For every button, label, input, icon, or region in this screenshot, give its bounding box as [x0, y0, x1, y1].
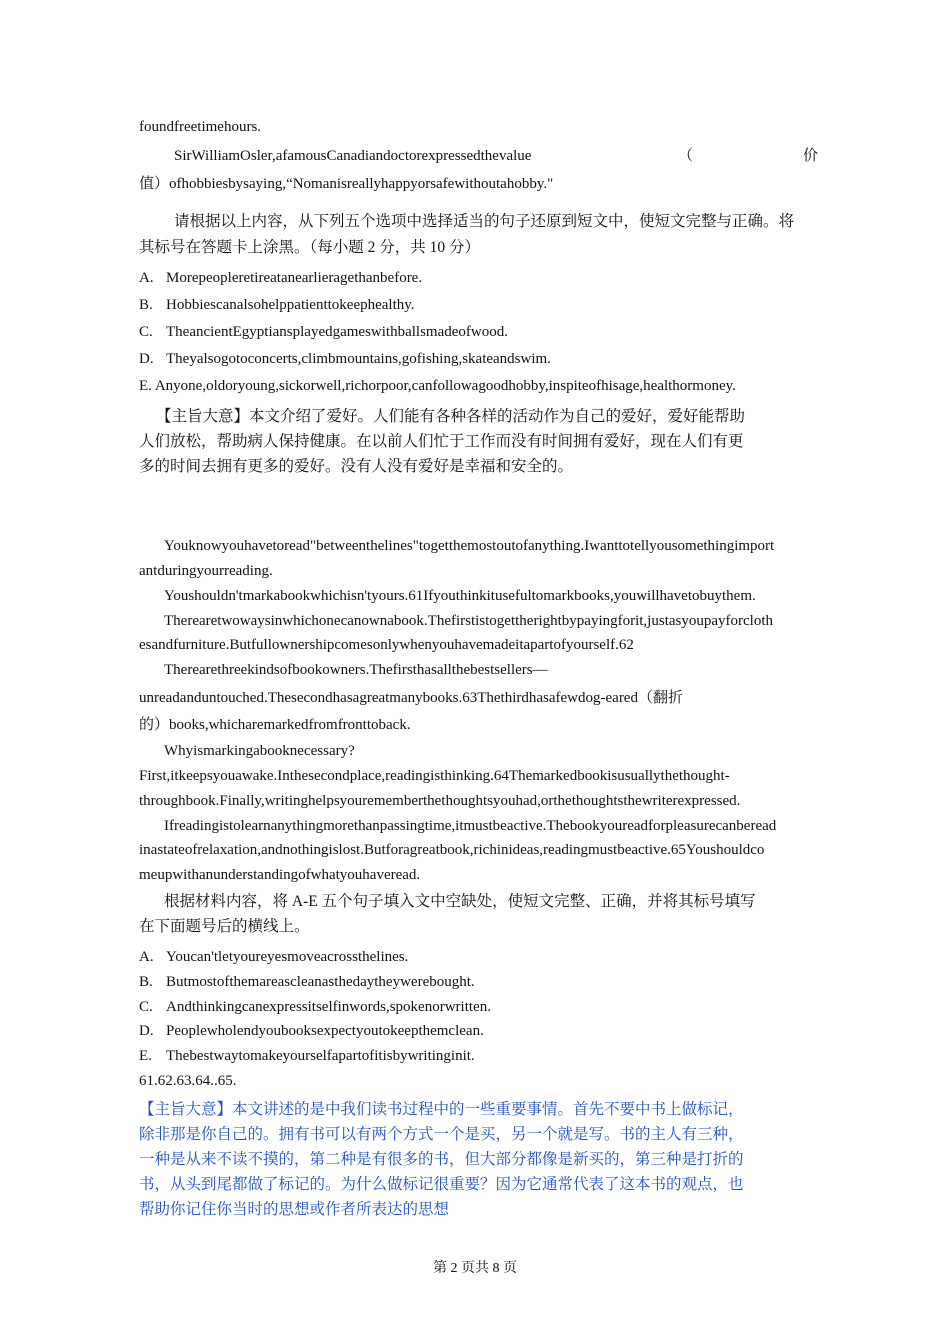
passage-line: esandfurniture.Butfullownershipcomesonlywhenyouhavemadeitapartofyourself.62 — [139, 637, 634, 653]
option-b: B. Butmostofthemareascleanasthedaytheywerebought. — [139, 974, 475, 990]
passage-line: 的）books,whicharemarkedfromfronttoback. — [139, 717, 411, 733]
passage-line: antduringyourreading. — [139, 563, 273, 579]
passage-line: Youknowyouhavetoread"betweenthelines"togetthemostoutofanything.Iwanttotellyousomethingimport — [164, 538, 775, 554]
quote-char: 价 — [803, 148, 819, 164]
instruction-line: 在下面题号后的横线上。 — [139, 918, 310, 935]
summary-line: 人们放松，帮助病人保持健康。在以前人们忙于工作而没有时间拥有爱好，现在人们有更 — [139, 433, 744, 450]
quote-paren: （ — [678, 148, 694, 164]
passage-line: unreadanduntouched.Thesecondhasagreatmanybooks.63Thethirdhasafewdog-eared（翻折 — [139, 690, 683, 706]
option-d: D. Peoplewholendyoubooksexpectyoutokeepthemclean. — [139, 1023, 484, 1039]
page-footer: 第 2 页共 8 页 — [433, 1261, 517, 1276]
passage-line: Whyismarkingabooknecessary? — [164, 743, 355, 759]
option-c: C. TheancientEgyptiansplayedgameswithballsmadeofwood. — [139, 324, 508, 340]
summary-line: 书，从头到尾都做了标记的。为什么做标记很重要？因为它通常代表了这本书的观点，也 — [139, 1176, 744, 1193]
option-a: A. Morepeopleretireatanearlieragethanbefore. — [139, 270, 423, 286]
summary-line: 除非那是你自己的。拥有书可以有两个方式一个是买，另一个就是写。书的主人有三种， — [139, 1126, 744, 1143]
summary-line: 多的时间去拥有更多的爱好。没有人没有爱好是幸福和安全的。 — [139, 458, 574, 475]
summary-line: 【主旨大意】本文讲述的是中我们读书过程中的一些重要事情。首先不要中书上做标记， — [139, 1101, 744, 1118]
quote-line-start: SirWilliamOsler,afamousCanadiandoctorexpressedthevalue — [174, 148, 532, 164]
instruction-line: 请根据以上内容，从下列五个选项中选择适当的句子还原到短文中，使短文完整与正确。将 — [174, 213, 795, 230]
answer-numbers: 61.62.63.64..65. — [139, 1073, 237, 1089]
passage-line: inastateofrelaxation,andnothingislost.Butforagreatbook,richinideas,readingmustbeactive.65Youshouldco — [139, 842, 765, 858]
passage-line: throughbook.Finally,writinghelpsyourememberthethoughtsyouhad,orthethoughtsthewriterexpressed. — [139, 793, 741, 809]
option-e: E. Anyone,oldoryoung,sickorwell,richorpoor,canfollowagoodhobby,inspiteofhisage,healthormoney. — [139, 378, 736, 394]
passage-line: Youshouldn'tmarkabookwhichisn'tyours.61Ifyouthinkitusefultomarkbooks,youwillhavetobuythem. — [164, 588, 756, 604]
quote-line-end: 值）ofhobbiesbysaying,“Nomanisreallyhappyorsafewithoutahobby." — [139, 176, 554, 192]
option-c: C. Andthinkingcanexpressitselfinwords,spokenorwritten. — [139, 999, 491, 1015]
passage-line: Ifreadingistolearnanythingmorethanpassingtime,itmustbeactive.Thebookyoureadforpleasurecanberead — [164, 818, 777, 834]
option-d: D. Theyalsogotoconcerts,climbmountains,gofishing,skateandswim. — [139, 351, 551, 367]
passage-line: meupwithanunderstandingofwhatyouhaveread. — [139, 867, 421, 883]
summary-line: 一种是从来不读不摸的，第二种是有很多的书，但大部分都像是新买的，第三种是打折的 — [139, 1151, 744, 1168]
text-line: foundfreetimehours. — [139, 119, 262, 135]
instruction-line: 其标号在答题卡上涂黑。（每小题 2 分，共 10 分） — [139, 239, 481, 256]
option-e: E. Thebestwaytomakeyourselfapartofitisbywritinginit. — [139, 1048, 475, 1064]
passage-line: First,itkeepsyouawake.Inthesecondplace,readingisthinking.64Themarkedbookisusuallythethought- — [139, 768, 730, 784]
summary-line: 帮助你记住你当时的思想或作者所表达的思想 — [139, 1201, 450, 1218]
passage-line: Therearetwowaysinwhichonecanownabook.Thefirstistogettherightbypayingforit,justasyoupayforcloth — [164, 613, 773, 629]
instruction-line: 根据材料内容，将 A-E 五个句子填入文中空缺处，使短文完整、正确，并将其标号填写 — [164, 893, 756, 910]
option-a: A. Youcan'tletyoureyesmoveacrossthelines. — [139, 949, 409, 965]
summary-line: 【主旨大意】本文介绍了爱好。人们能有各种各样的活动作为自己的爱好，爱好能帮助 — [156, 408, 746, 425]
option-b: B. Hobbiescanalsohelppatienttokeephealthy. — [139, 297, 415, 313]
passage-line: Therearethreekindsofbookowners.Thefirsthasallthebestsellers— — [164, 662, 548, 678]
